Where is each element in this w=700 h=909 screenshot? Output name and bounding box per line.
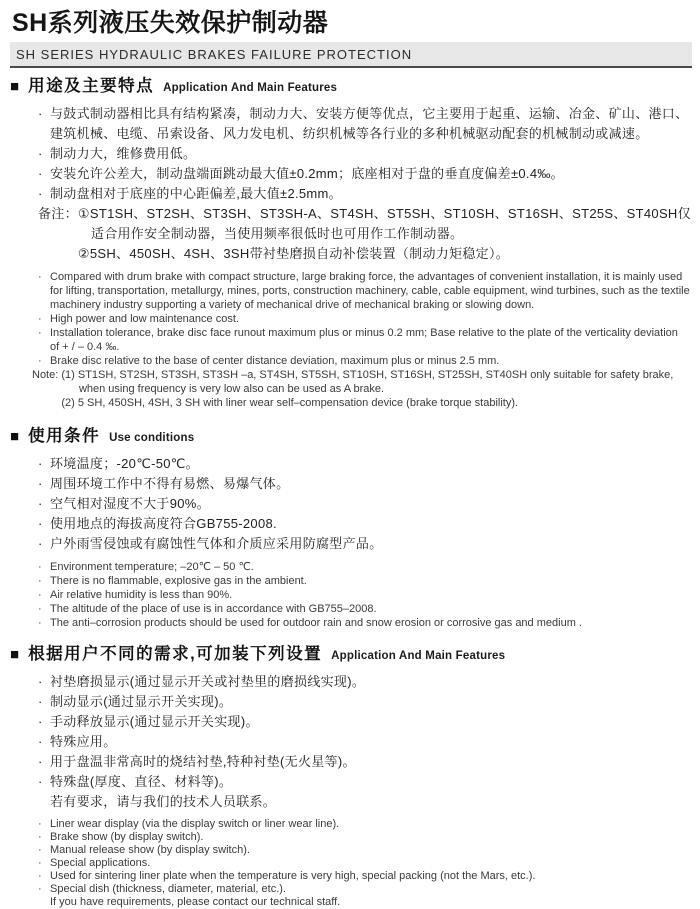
note-items	[78, 204, 692, 264]
section-header	[10, 426, 692, 448]
note-item: (2) 5 SH, 450SH, 4SH, 3 SH with liner wear self–compensation device (brake torque stability).	[61, 397, 519, 409]
bullet-icon: ·	[38, 870, 42, 882]
section-header	[10, 76, 692, 98]
list-item-text: Brake disc relative to the base of center distance deviation, maximum plus or minus 2.5 mm.	[50, 355, 500, 367]
bullet-icon: ·	[38, 674, 43, 689]
list-item	[38, 164, 690, 184]
list-item-text: There is no flammable, explosive gas in the ambient.	[50, 575, 307, 587]
list-item-text: The anti–corrosion products should be used for outdoor rain and snow erosion or corrosive gas and medium .	[50, 617, 582, 629]
list-item-text: 使用地点的海拔高度符合GB755-2008.	[50, 516, 277, 531]
list-item-text: 制动显示(通过显示开关实现)。	[50, 694, 233, 709]
list-item	[38, 672, 690, 692]
list-item-text: 用于盘温非常高时的烧结衬垫,特种衬垫(无火星等)。	[50, 754, 356, 769]
bullet-icon: ·	[38, 883, 42, 895]
contact-line-zh: 若有要求，请与我们的技术人员联系。	[50, 794, 277, 809]
list-item-text: 户外雨雪侵蚀或有腐蚀性气体和介质应采用防腐型产品。	[50, 536, 383, 551]
section-heading-en: Application And Main Features	[331, 650, 506, 662]
bullet-icon: ·	[38, 575, 42, 587]
bullet-icon: ·	[38, 617, 42, 629]
bullet-icon: ·	[38, 714, 43, 729]
bullet-items	[38, 818, 690, 896]
list-item	[38, 104, 690, 144]
list-item-text: 周围环境工作中不得有易燃、易爆气体。	[50, 476, 290, 491]
section-heading-zh: 用途及主要特点	[28, 77, 155, 95]
section-marker-icon: ■	[10, 646, 20, 663]
list-item-text: Special dish (thickness, diameter, material, etc.).	[50, 883, 286, 895]
bullet-icon: ·	[38, 561, 42, 573]
list-item-text: 空气相对湿度不大于90%。	[50, 496, 210, 511]
bullet-icon: ·	[38, 536, 43, 551]
list-item-text: Used for sintering liner plate when the temperature is very high, special packing (not the Mars, etc.).	[50, 870, 536, 882]
list-item-text: Liner wear display (via the display switch or liner wear line).	[50, 818, 340, 830]
bullet-icon: ·	[38, 857, 42, 869]
note-item: (1) ST1SH, ST2SH, ST3SH, ST3SH –a, ST4SH, ST5SH, ST10SH, ST16SH, ST25SH, ST40SH only suitable for safety brake, when using frequency is very low also can be used as A brake.	[61, 369, 674, 395]
list-item	[38, 354, 690, 368]
list-item	[38, 602, 690, 616]
bullet-icon: ·	[38, 146, 43, 161]
bullet-list-en	[38, 560, 690, 630]
list-item-text: High power and low maintenance cost.	[50, 313, 239, 325]
note-item: ②5SH、450SH、4SH、3SH带衬垫磨损自动补偿装置（制动力矩稳定）。	[77, 246, 510, 261]
list-item-text: Air relative humidity is less than 90%.	[50, 589, 233, 601]
list-item	[38, 818, 690, 831]
bullet-icon: ·	[38, 516, 43, 531]
bullet-icon: ·	[38, 106, 43, 121]
bullet-icon: ·	[38, 476, 43, 491]
list-item-text: 制动力大，维修费用低。	[50, 146, 197, 161]
bullet-icon: ·	[38, 186, 43, 201]
list-item	[38, 732, 690, 752]
list-item	[38, 574, 690, 588]
bullet-list-zh	[38, 454, 690, 554]
list-item	[38, 270, 690, 312]
list-item	[38, 844, 690, 857]
list-item-text: Brake show (by display switch).	[50, 831, 204, 843]
list-item-text: Compared with drum brake with compact structure, large braking force, the advantages of convenient installation, it is mainly used for lifting, transportation, metallurgy, mines, ports, construction machinery, cable, cable equipment, wind turbines, such as the textile machinery industry supporting a variety of mechanical drive of mechanical braking or slowing down.	[50, 271, 690, 311]
list-item	[38, 534, 690, 554]
bullet-list-zh	[38, 104, 690, 204]
list-item	[38, 326, 690, 354]
list-item	[38, 588, 690, 602]
bullet-icon: ·	[38, 166, 43, 181]
list-item	[38, 752, 690, 772]
list-item	[38, 870, 690, 883]
list-item-text: Environment temperature; –20℃ – 50 ℃.	[50, 561, 254, 573]
section-heading-en: Use conditions	[109, 432, 195, 444]
bullet-icon: ·	[38, 734, 43, 749]
section-header	[10, 644, 692, 666]
list-item-text: Manual release show (by display switch).	[50, 844, 250, 856]
list-item	[38, 692, 690, 712]
list-item-text: 特殊盘(厚度、直径、材料等)。	[50, 774, 233, 789]
list-item-text: 特殊应用。	[50, 734, 117, 749]
bullet-icon: ·	[38, 844, 42, 856]
note-label: 备注：	[38, 206, 78, 221]
list-item-text: 手动释放显示(通过显示开关实现)。	[50, 714, 259, 729]
note-block-zh	[38, 204, 692, 264]
list-item	[38, 454, 690, 474]
bullet-icon: ·	[38, 754, 43, 769]
contact-line-en: If you have requirements, please contact our technical staff.	[50, 896, 341, 908]
section-marker-icon: ■	[10, 78, 20, 95]
bullet-icon: ·	[38, 831, 42, 843]
bullet-icon: ·	[38, 355, 42, 367]
bullet-icon: ·	[38, 496, 43, 511]
list-item-text: Special applications.	[50, 857, 151, 869]
list-item-text: The altitude of the place of use is in accordance with GB755–2008.	[50, 603, 377, 615]
bullet-icon: ·	[38, 603, 42, 615]
list-item	[38, 883, 690, 896]
list-item	[38, 560, 690, 574]
note-items	[61, 368, 692, 410]
section-heading-zh: 根据用户不同的需求,可加装下列设置	[28, 645, 323, 663]
bullet-icon: ·	[38, 327, 42, 339]
section-optional-settings	[10, 644, 692, 909]
list-item	[38, 831, 690, 844]
list-item-text: 制动盘相对于底座的中心距偏差,最大值±2.5mm。	[50, 186, 342, 201]
bullet-icon: ·	[38, 589, 42, 601]
page-subtitle-bar: SH SERIES HYDRAULIC BRAKES FAILURE PROTECTION	[10, 42, 692, 68]
bullet-list-en	[38, 270, 690, 368]
section-application-features	[10, 76, 692, 410]
list-item	[38, 312, 690, 326]
list-item	[38, 144, 690, 164]
bullet-icon: ·	[38, 818, 42, 830]
section-use-conditions	[10, 426, 692, 630]
bullet-list-zh	[38, 672, 690, 812]
bullet-icon: ·	[38, 313, 42, 325]
list-item	[38, 184, 690, 204]
page-title: SH系列液压失效保护制动器	[12, 9, 329, 37]
section-marker-icon: ■	[10, 428, 20, 445]
note-block-en	[32, 368, 692, 410]
list-item	[38, 772, 690, 792]
list-item-text: 安装允许公差大，制动盘端面跳动最大值±0.2mm；底座相对于盘的垂直度偏差±0.4‰。	[50, 166, 564, 181]
list-item-text: 衬垫磨损显示(通过显示开关或衬垫里的磨损线实现)。	[50, 674, 366, 689]
list-item-text: 与鼓式制动器相比具有结构紧凑，制动力大、安装方便等优点，它主要用于起重、运输、冶金、矿山、港口、建筑机械、电缆、吊索设备、风力发电机、纺织机械等各行业的多种机械驱动配套的机械制动或减速。	[50, 106, 689, 141]
section-heading-en: Application And Main Features	[163, 82, 338, 94]
list-item-text: 环境温度；-20℃-50℃。	[50, 456, 199, 471]
bullet-list-en	[38, 818, 690, 909]
bullet-icon: ·	[38, 694, 43, 709]
note-item: ①ST1SH、ST2SH、ST3SH、ST3SH-A、ST4SH、ST5SH、ST10SH、ST16SH、ST25S、ST40SH仅适合用作安全制动器，当使用频率很低时也可用作工作制动器。	[77, 206, 691, 241]
list-item-text: Installation tolerance, brake disc face runout maximum plus or minus 0.2 mm; Base relative to the plate of the verticality deviation of + / – 0.4 ‰.	[50, 327, 678, 353]
list-item	[38, 514, 690, 534]
section-heading-zh: 使用条件	[28, 427, 101, 445]
list-item	[38, 494, 690, 514]
bullet-icon: ·	[38, 271, 42, 283]
bullet-icon: ·	[38, 456, 43, 471]
list-item	[38, 474, 690, 494]
list-item	[38, 857, 690, 870]
list-item	[38, 616, 690, 630]
bullet-icon: ·	[38, 774, 43, 789]
bullet-items	[38, 672, 690, 792]
list-item	[38, 712, 690, 732]
note-label: Note:	[32, 369, 62, 381]
